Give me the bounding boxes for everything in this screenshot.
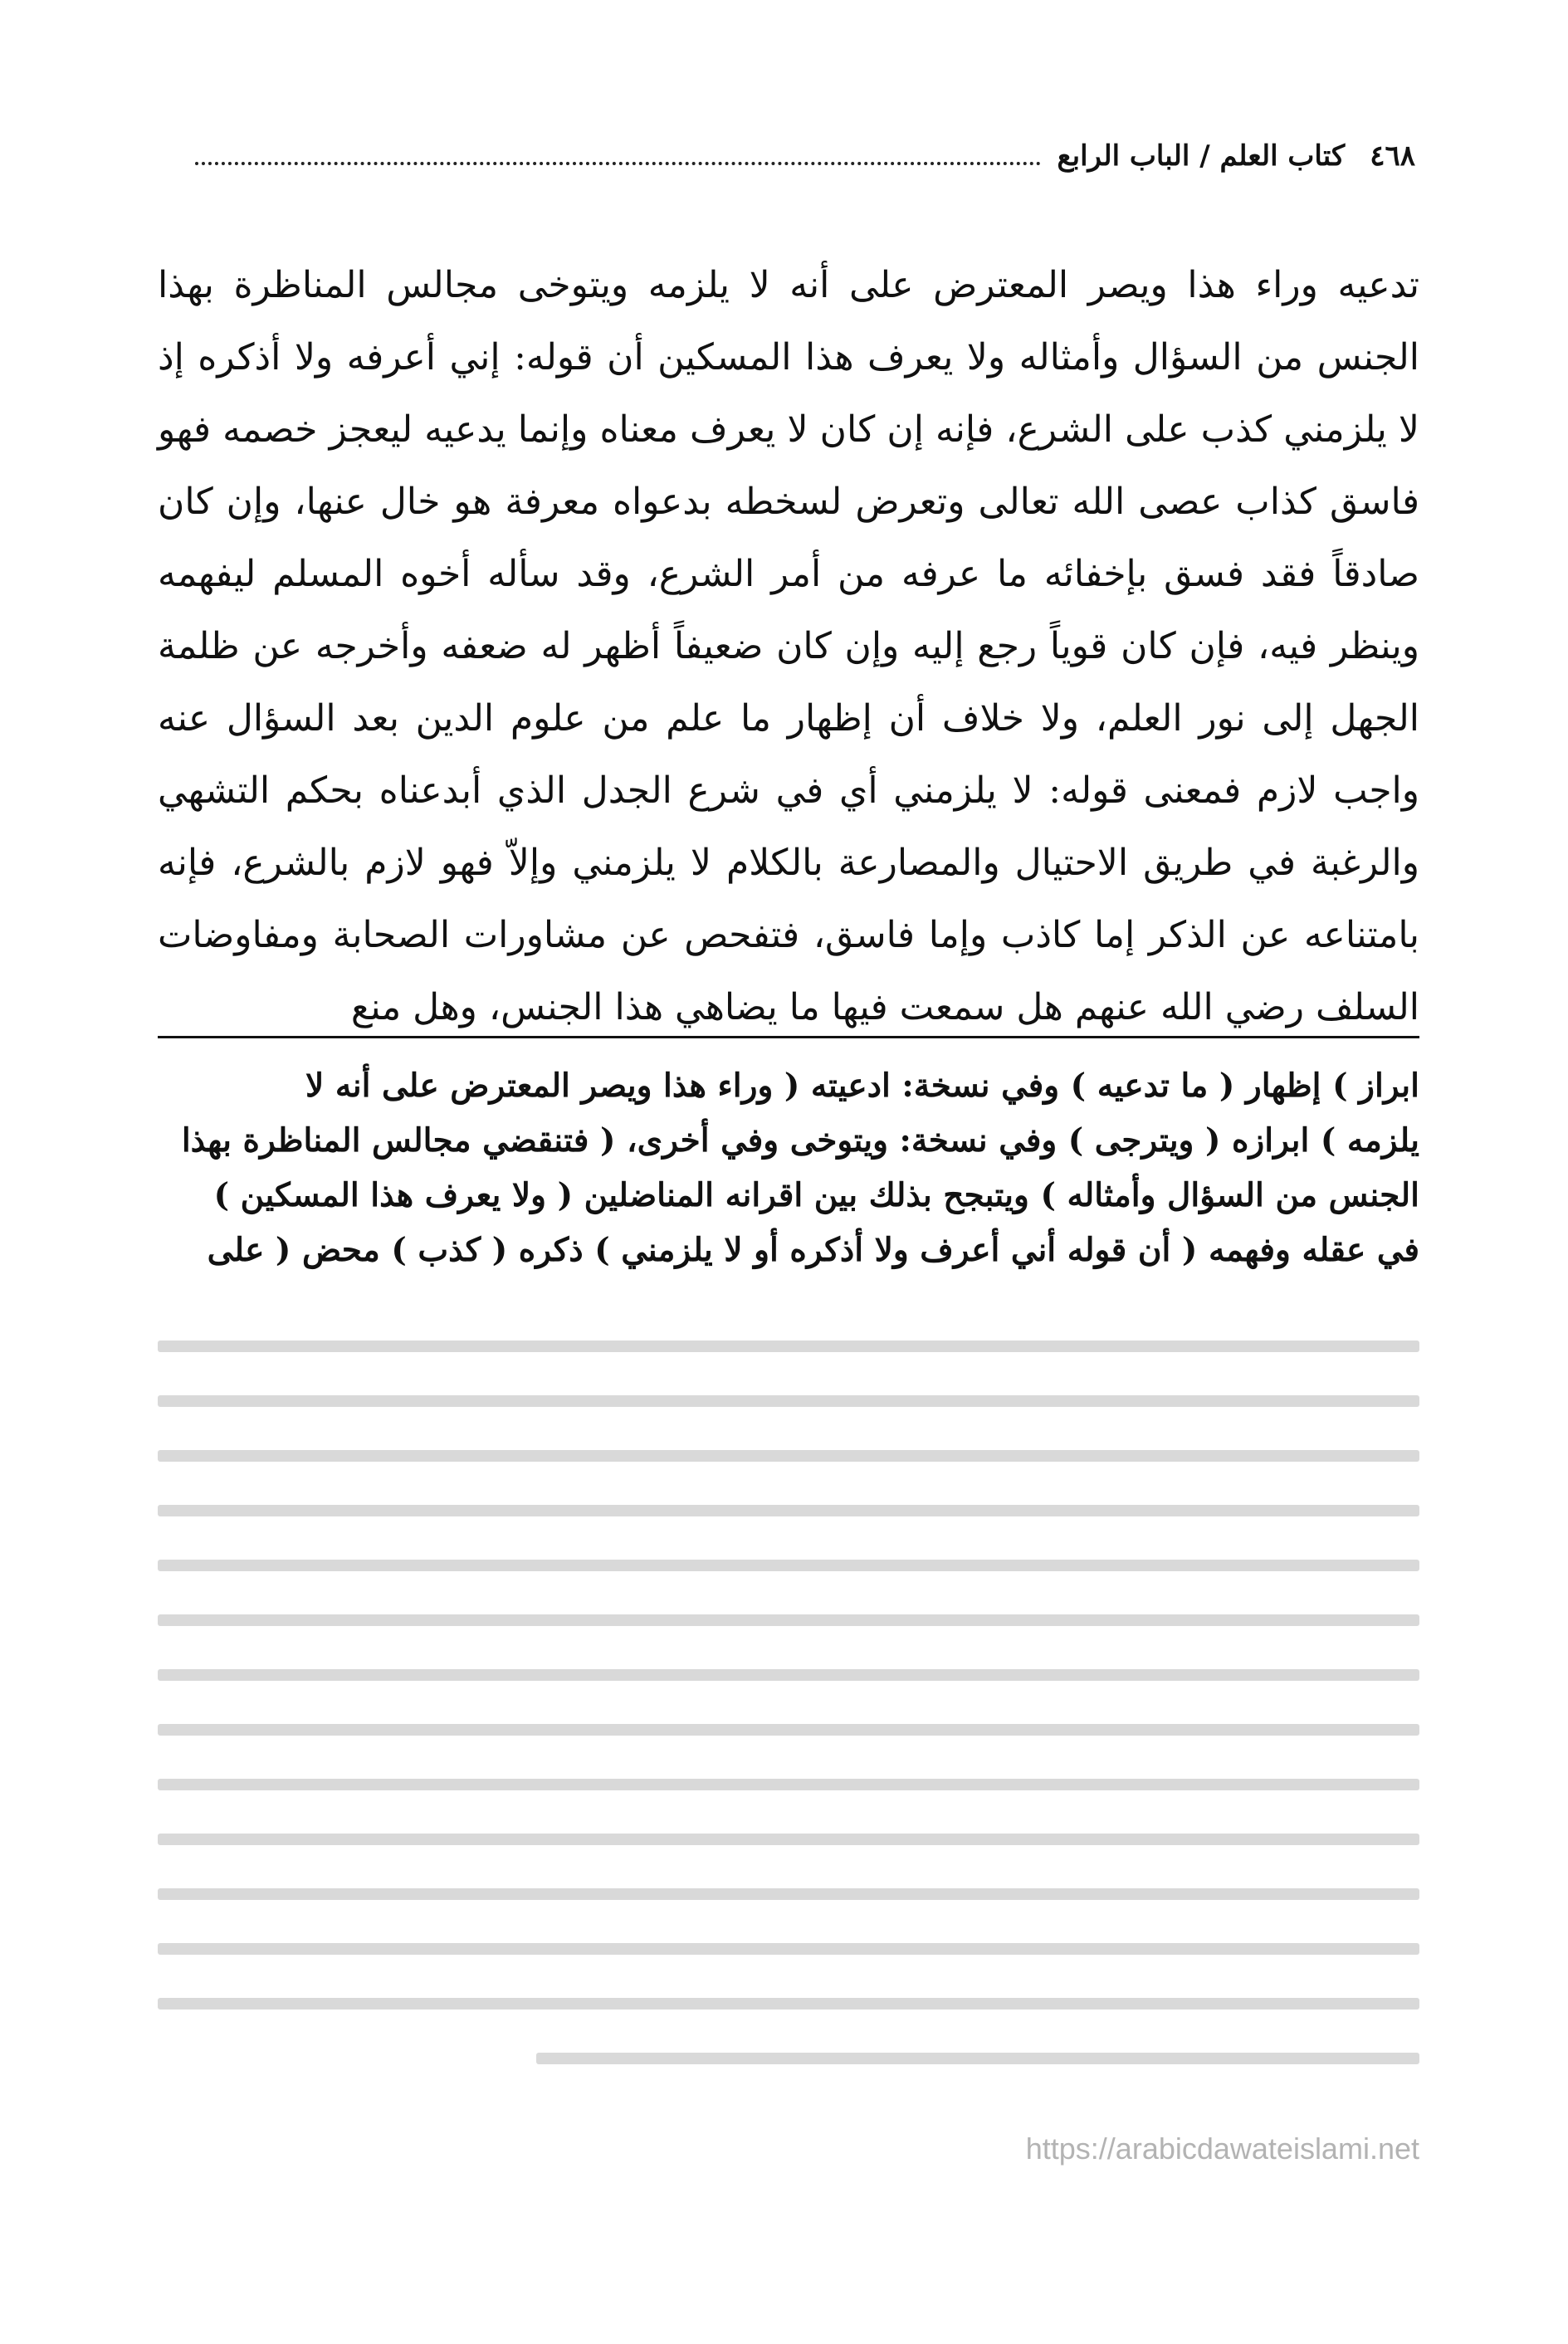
- placeholder-line: [158, 1724, 1419, 1736]
- commentary-line: في عقله وفهمه ( أن قوله أني أعرف ولا أذكره أو لا يلزمني ) ذكره ( كذب ) محض ( على: [207, 1231, 1419, 1269]
- placeholder-line: [158, 1505, 1419, 1516]
- placeholder-line: [158, 1834, 1419, 1845]
- main-text-block: [158, 249, 1419, 1043]
- placeholder-line: [158, 1450, 1419, 1462]
- commentary-block: [158, 1058, 1419, 1277]
- placeholder-line: [158, 1614, 1419, 1626]
- commentary-line: ابراز ) إظهار ( ما تدعيه ) وفي نسخة: ادعيته ( وراء هذا ويصر المعترض على أنه لا: [305, 1067, 1419, 1105]
- placeholder-line: [158, 1669, 1419, 1681]
- placeholder-line: [158, 1340, 1419, 1352]
- header-dotted-leader: [195, 162, 1041, 165]
- placeholder-line: [536, 2053, 1419, 2064]
- watermark-url: https://arabicdawateislami.net: [1025, 2132, 1419, 2166]
- placeholder-line: [158, 1998, 1419, 2009]
- footnote-divider: [158, 1036, 1419, 1038]
- commentary-line: يلزمه ) ابرازه ( ويترجى ) وفي نسخة: ويتوخى وفي أخرى، ( فتنقضي مجالس المناظرة بهذا: [181, 1121, 1419, 1160]
- placeholder-line: [158, 1943, 1419, 1955]
- placeholder-line: [158, 1560, 1419, 1571]
- page-number: ٤٦٨: [1370, 139, 1415, 173]
- placeholder-line: [158, 1395, 1419, 1407]
- placeholder-line: [158, 1888, 1419, 1900]
- commentary-placeholder: [158, 1340, 1419, 2107]
- commentary-line: الجنس من السؤال وأمثاله ) ويتبجح بذلك بين اقرانه المناضلين ( ولا يعرف هذا المسكين ): [213, 1176, 1419, 1214]
- chapter-title: كتاب العلم / الباب الرابع: [1057, 139, 1346, 173]
- main-paragraph: تدعيه وراء هذا ويصر المعترض على أنه لا يلزمه ويتوخى مجالس المناظرة بهذا الجنس من السؤال وأمثاله ولا يعرف هذا المسكين أن قوله: إني أعرفه ولا أذكره إذ لا يلزمني كذب على الشرع، فإنه إن كان لا يعرف معناه وإنما يدعيه ليعجز خصمه فهو فاسق كذاب عصى الله تعالى وتعرض لسخطه بدعواه معرفة هو خال عنها، وإن كان صادقاً فقد فسق بإخفائه ما عرفه من أمر الشرع، وقد سأله أخوه المسلم ليفهمه وينظر فيه، فإن كان قوياً رجع إليه وإن كان ضعيفاً أظهر له ضعفه وأخرجه عن ظلمة الجهل إلى نور العلم، ولا خلاف أن إظهار ما علم من علوم الدين بعد السؤال عنه واجب لازم فمعنى قوله: لا يلزمني أي في شرع الجدل الذي أبدعناه بحكم التشهي والرغبة في طريق الاحتيال والمصارعة بالكلام لا يلزمني وإلاّ فهو لازم بالشرع، فإنه بامتناعه عن الذكر إما كاذب وإما فاسق، فتفحص عن مشاورات الصحابة ومفاوضات السلف رضي الله عنهم هل سمعت فيها ما يضاهي هذا الجنس، وهل منع: [158, 264, 1419, 1028]
- placeholder-line: [158, 1779, 1419, 1790]
- running-header: [178, 139, 1415, 189]
